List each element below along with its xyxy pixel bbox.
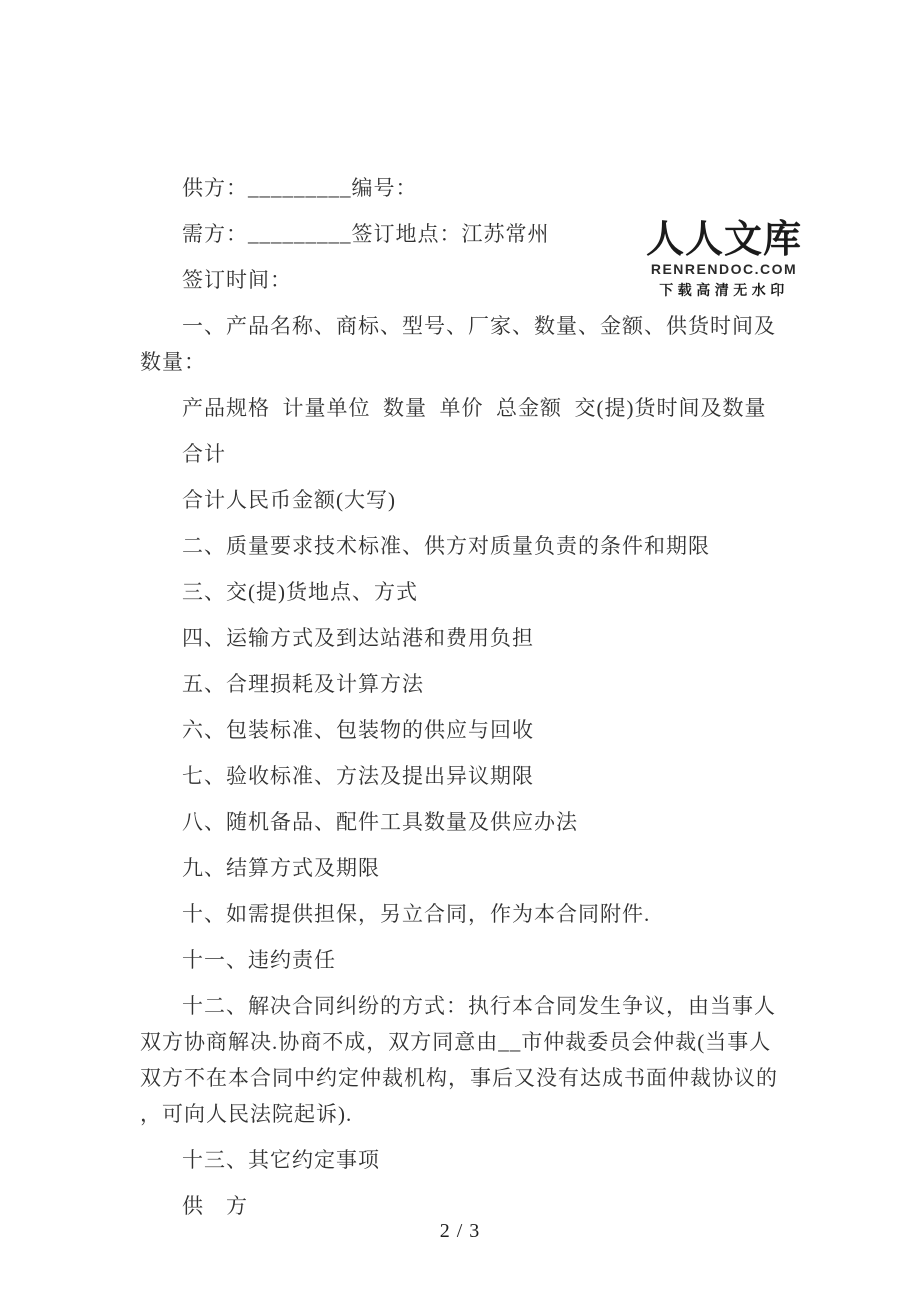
paragraph [140, 1188, 800, 1224]
paragraph [140, 482, 800, 518]
text-line: 六、包装标准、包装物的供应与回收 [182, 718, 534, 742]
text-line: 合计人民币金额(大写) [182, 488, 396, 512]
contract-body [140, 170, 800, 1234]
paragraph [140, 1142, 800, 1178]
text-line: 九、结算方式及期限 [182, 856, 380, 880]
paragraph [140, 712, 800, 748]
watermark-title: 人人文库 [645, 219, 802, 261]
text-line: 七、验收标准、方法及提出异议期限 [182, 764, 534, 788]
text-line: 十三、其它约定事项 [182, 1148, 380, 1172]
text-line: 产品规格 计量单位 数量 单价 总金额 交(提)货时间及数量 [182, 396, 767, 420]
text-line: 三、交(提)货地点、方式 [182, 580, 418, 604]
text-line: 双方不在本合同中约定仲裁机构，事后又没有达成书面仲裁协议的 [140, 1066, 778, 1090]
text-line: 四、运输方式及到达站港和费用负担 [182, 626, 534, 650]
watermark-tagline: 下载高清无水印 [659, 282, 789, 298]
text-line: 需方：_________签订地点：江苏常州 [182, 222, 550, 246]
text-line: 双方协商解决.协商不成，双方同意由__市仲裁委员会仲裁(当事人 [140, 1030, 772, 1054]
paragraph [140, 804, 800, 840]
text-line: 合计 [182, 442, 226, 466]
text-line: 十一、违约责任 [182, 948, 336, 972]
paragraph [140, 620, 800, 656]
paragraph [140, 528, 800, 564]
text-line: ，可向人民法院起诉). [140, 1102, 353, 1126]
paragraph [140, 988, 800, 1132]
paragraph [140, 436, 800, 472]
text-line: 二、质量要求技术标准、供方对质量负责的条件和期限 [182, 534, 710, 558]
text-line: 供 方 [182, 1194, 248, 1218]
text-line: 十、如需提供担保，另立合同，作为本合同附件. [182, 902, 651, 926]
paragraph [140, 896, 800, 932]
text-line: 十二、解决合同纠纷的方式：执行本合同发生争议，由当事人 [182, 994, 776, 1018]
paragraph [140, 666, 800, 702]
page-number: 2 / 3 [439, 1220, 481, 1242]
paragraph [140, 390, 800, 426]
paragraph [140, 942, 800, 978]
watermark-domain: RENRENDOC.COM [650, 261, 798, 277]
text-line: 五、合理损耗及计算方法 [182, 672, 424, 696]
text-line: 数量： [140, 350, 206, 374]
text-line: 签订时间： [182, 268, 292, 292]
paragraph [140, 758, 800, 794]
paragraph [140, 574, 800, 610]
watermark-logo [638, 221, 810, 300]
paragraph [140, 850, 800, 886]
paragraph [140, 170, 800, 206]
text-line: 八、随机备品、配件工具数量及供应办法 [182, 810, 578, 834]
text-line: 一、产品名称、商标、型号、厂家、数量、金额、供货时间及 [182, 314, 776, 338]
text-line: 供方：_________编号： [182, 176, 418, 200]
paragraph [140, 308, 800, 380]
